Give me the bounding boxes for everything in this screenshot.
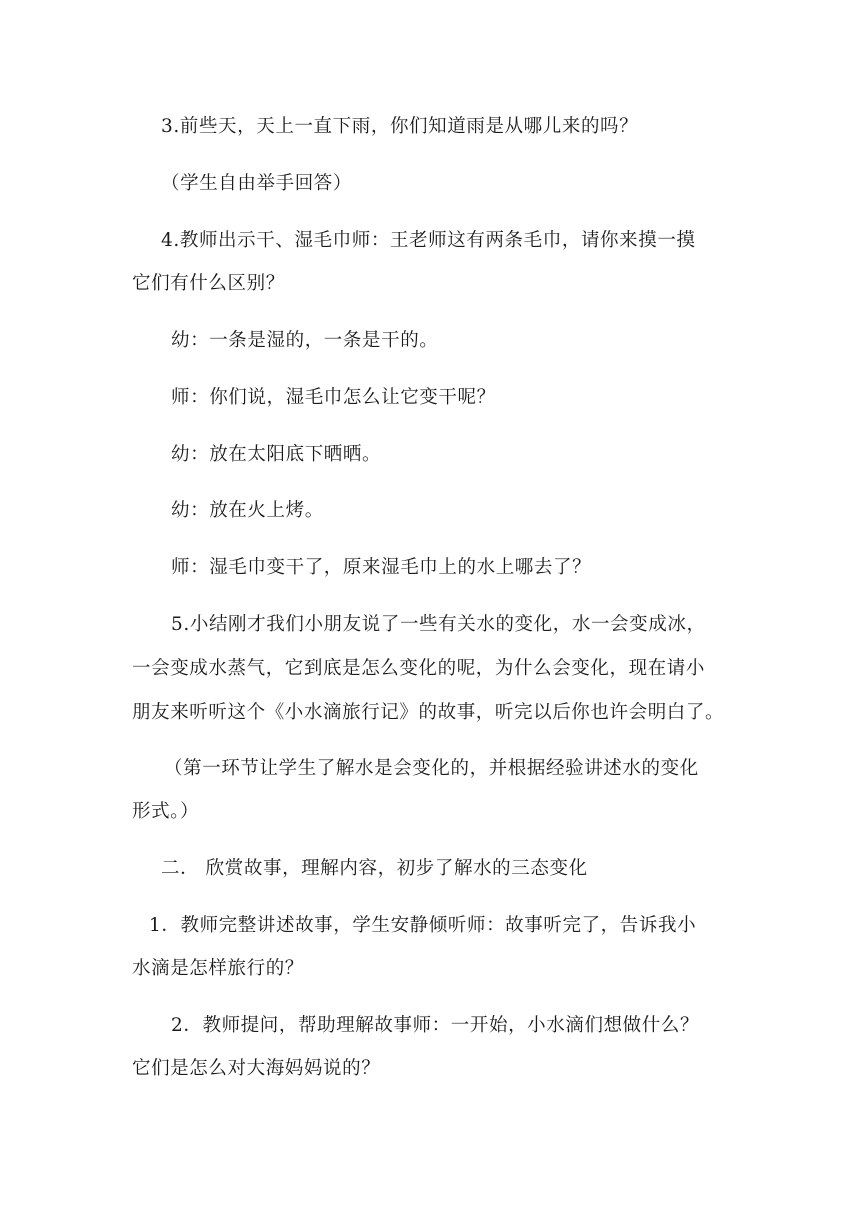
paragraph-4-line-1: 4.教师出示干、湿毛巾师：王老师这有两条毛巾，请你来摸一摸 bbox=[161, 230, 696, 251]
dialogue-teacher-1: 师：你们说，湿毛巾怎么让它变干呢？ bbox=[171, 387, 496, 408]
dialogue-child-2: 幼：放在太阳底下晒晒。 bbox=[171, 444, 382, 465]
paragraph-3-rain-question: 3.前些天，天上一直下雨，你们知道雨是从哪儿来的吗？ bbox=[161, 116, 639, 137]
paragraph-student-answer: （学生自由举手回答） bbox=[161, 173, 353, 194]
dialogue-teacher-2: 师：湿毛巾变干了，原来湿毛巾上的水上哪去了？ bbox=[171, 557, 592, 578]
paragraph-4-line-2: 它们有什么区别？ bbox=[132, 273, 285, 294]
step-1-line-2: 水滴是怎样旅行的？ bbox=[132, 958, 304, 979]
step-1-line-1: 1．教师完整讲述故事，学生安静倾听师：故事听完了，告诉我小 bbox=[149, 915, 697, 936]
step-2-line-2: 它们是怎么对大海妈妈说的？ bbox=[132, 1058, 381, 1079]
paragraph-5-line-1: 5.小结刚才我们小朋友说了一些有关水的变化，水一会变成冰， bbox=[171, 614, 706, 635]
paragraph-5-line-3: 朋友来听听这个《小水滴旅行记》的故事，听完以后你也许会明白了。 bbox=[132, 702, 725, 723]
note-line-2: 形式。） bbox=[132, 801, 200, 822]
dialogue-child-3: 幼：放在火上烤。 bbox=[171, 500, 324, 521]
section-heading-2: 二． 欣赏故事，理解内容，初步了解水的三态变化 bbox=[161, 858, 588, 879]
step-2-line-1: 2．教师提问，帮助理解故事师：一开始，小水滴们想做什么？ bbox=[171, 1015, 700, 1036]
note-line-1: （第一环节让学生了解水是会变化的，并根据经验讲述水的变化 bbox=[164, 758, 699, 779]
paragraph-5-line-2: 一会变成水蒸气，它到底是怎么变化的呢，为什么会变化，现在请小 bbox=[132, 658, 706, 679]
dialogue-child-1: 幼：一条是湿的，一条是干的。 bbox=[171, 330, 439, 351]
